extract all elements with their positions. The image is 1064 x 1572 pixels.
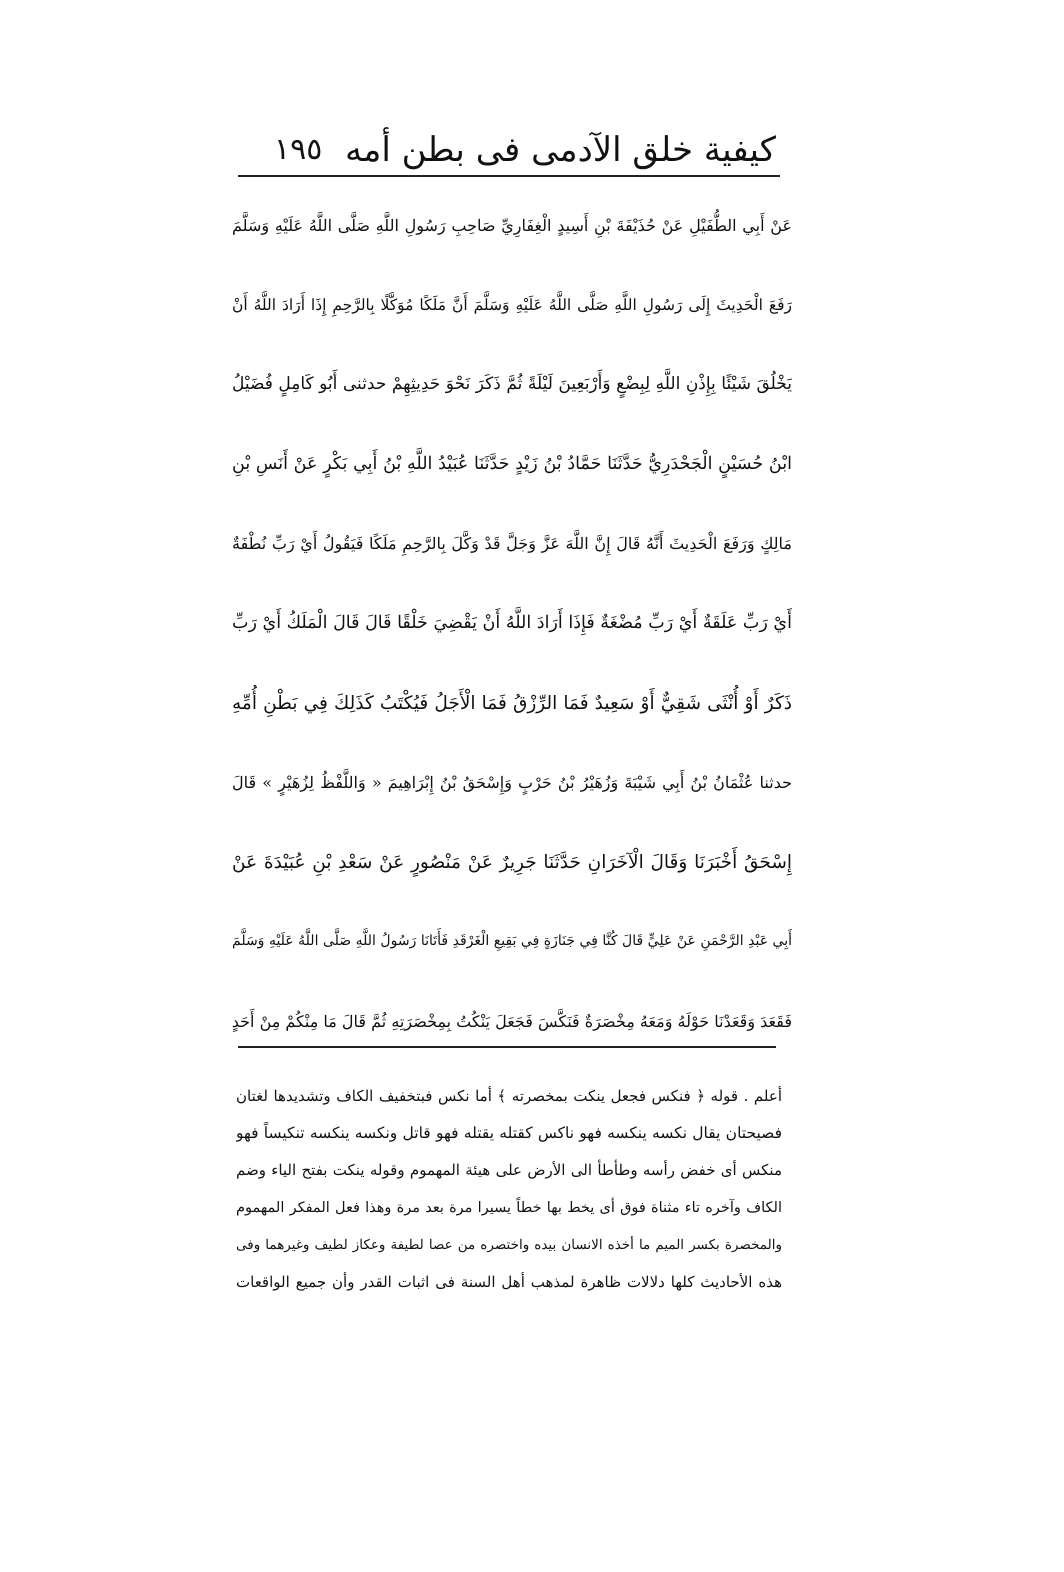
text-line: أَيْ رَبِّ عَلَقَةٌ أَيْ رَبِّ مُضْغَةٌ فَإِذَا أَرَادَ اللَّهُ أَنْ يَقْضِيَ خَلْقًا قَالَ قَالَ الْمَلَكُ أَيْ رَبِّ <box>232 612 792 633</box>
commentary-line: منكس أى خفض رأسه وطأطأ الى الأرض على هيئة المهموم وقوله ينكت بفتح الياء وضم <box>236 1161 782 1180</box>
commentary-line: الكاف وآخره تاء مثناة فوق أى يخط بها خطاً يسيرا مرة بعد مرة وهذا فعل المفكر المهموم <box>236 1199 782 1216</box>
footnote-separator <box>238 1046 776 1048</box>
text-line: إِسْحَقُ أَخْبَرَنَا وَقَالَ الْآخَرَانِ حَدَّثَنَا جَرِيرٌ عَنْ مَنْصُورٍ عَنْ سَعْدِ بْنِ عُبَيْدَةَ عَنْ <box>232 851 792 873</box>
running-title: كيفية خلق الآدمى فى بطن أمه <box>344 130 776 170</box>
hadith-text-block <box>232 186 792 1062</box>
page-number: ١٩٥ <box>274 132 323 167</box>
text-line: رَفَعَ الْحَدِيثَ إِلَى رَسُولِ اللَّهِ صَلَّى اللَّهُ عَلَيْهِ وَسَلَّمَ أَنَّ مَلَكًا مُوَكَّلًا بِالرَّحِمِ إِذَا أَرَادَ اللَّهُ أَنْ <box>232 295 792 314</box>
commentary-block <box>236 1078 782 1301</box>
text-line: يَخْلُقَ شَيْئًا بِإِذْنِ اللَّهِ لِبِضْعٍ وَأَرْبَعِينَ لَيْلَةً ثُمَّ ذَكَرَ نَحْوَ حَدِيثِهِمْ حدثنى أَبُو كَامِلٍ فُضَيْلُ <box>232 374 792 395</box>
text-line: فَقَعَدَ وَقَعَدْنَا حَوْلَهُ وَمَعَهُ مِخْصَرَةٌ فَنَكَّسَ فَجَعَلَ يَنْكُتُ بِمِخْصَرَتِهِ ثُمَّ قَالَ مَا مِنْكُمْ مِنْ أَحَدٍ <box>232 1011 792 1031</box>
commentary-line: هذه الأحاديث كلها دلالات ظاهرة لمذهب أهل السنة فى اثبات القدر وأن جميع الواقعات <box>236 1272 782 1291</box>
text-line: حدثنا عُثْمَانُ بْنُ أَبِي شَيْبَةَ وَزُهَيْرُ بْنُ حَرْبٍ وَإِسْحَقُ بْنُ إِبْرَاهِيمَ « وَاللَّفْظُ لِزُهَيْرٍ » قَالَ <box>232 773 792 793</box>
header-rule <box>238 175 780 177</box>
page-header <box>240 126 780 176</box>
commentary-line: والمخصرة بكسر الميم ما أخذه الانسان بيده واختصره من عصا لطيفة وعكاز لطيف وغيرهما وفى <box>236 1236 782 1253</box>
text-line: مَالِكٍ وَرَفَعَ الْحَدِيثَ أَنَّهُ قَالَ إِنَّ اللَّهَ عَزَّ وَجَلَّ قَدْ وَكَّلَ بِالرَّحِمِ مَلَكًا فَيَقُولُ أَيْ رَبِّ نُطْفَةٌ <box>232 534 792 554</box>
commentary-line: فصيحتان يقال نكسه ينكسه فهو ناكس كقتله يقتله فهو قاتل ونكسه ينكسه تنكيساً فهو <box>236 1124 782 1143</box>
text-line: ابْنُ حُسَيْنٍ الْجَحْدَرِيُّ حَدَّثَنَا حَمَّادُ بْنُ زَيْدٍ حَدَّثَنَا عُبَيْدُ اللَّهِ بْنُ أَبِي بَكْرٍ عَنْ أَنَسِ بْنِ <box>232 453 792 474</box>
text-line: أَبِي عَبْدِ الرَّحْمَنِ عَنْ عَلِيٍّ قَالَ كُنَّا فِي جَنَازَةٍ فِي بَقِيعِ الْغَرْقَدِ فَأَتَانَا رَسُولُ اللَّهِ صَلَّى اللَّهُ عَلَيْهِ وَسَلَّمَ <box>232 933 792 950</box>
text-line: ذَكَرٌ أَوْ أُنْثَى شَقِيٌّ أَوْ سَعِيدٌ فَمَا الرِّزْقُ فَمَا الْأَجَلُ فَيُكْتَبُ كَذَلِكَ فِي بَطْنِ أُمِّهِ <box>232 692 792 714</box>
text-line: عَنْ أَبِي الطُّفَيْلِ عَنْ حُذَيْفَةَ بْنِ أَسِيدٍ الْغِفَارِيِّ صَاحِبِ رَسُولِ اللَّهِ صَلَّى اللَّهُ عَلَيْهِ وَسَلَّمَ <box>232 216 792 235</box>
commentary-line: أعلم . قوله ﴿ فنكس فجعل ينكت بمخصرته ﴾ أما نكس فبتخفيف الكاف وتشديدها لغتان <box>236 1087 782 1105</box>
